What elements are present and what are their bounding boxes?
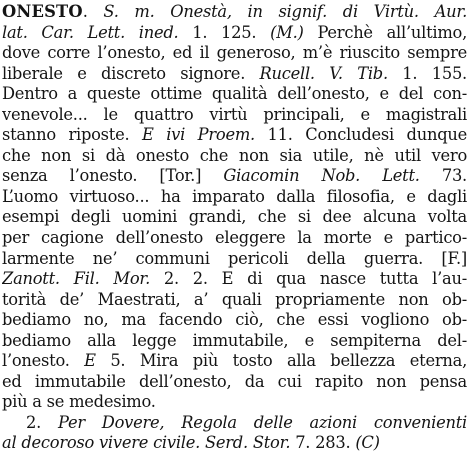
- text-line: [2, 228, 467, 249]
- text-segment: 11. Concludesi dunque: [254, 125, 467, 145]
- text-segment: per cagione dell’onesto eleggere la morte e partico-: [2, 228, 467, 248]
- text-segment: esempi degli uomini grandi, che si dee alcuna volta: [2, 207, 467, 227]
- text-segment: che non si dà onesto che non sia utile, nè util vero: [2, 145, 467, 165]
- text-segment: .: [82, 2, 104, 21]
- text-line: [2, 187, 467, 208]
- italic-text: (C): [355, 433, 380, 453]
- text-line: [2, 207, 467, 228]
- text-line: [2, 64, 467, 85]
- text-segment: bediamo no, ma facendo ciò, che essi vogliono ob-: [2, 310, 467, 330]
- text-line: [2, 23, 467, 44]
- italic-text: al decoroso vivere civile. Serd. Stor.: [2, 433, 291, 453]
- text-line: [2, 249, 467, 270]
- italic-text: S. m. Onestà, in signif. di Virtù. Aur.: [103, 2, 467, 21]
- text-segment: stanno riposte.: [2, 125, 142, 145]
- text-line: [2, 433, 467, 454]
- text-line: [2, 392, 467, 413]
- italic-text: lat. Car. Lett. ined.: [2, 22, 179, 42]
- text-segment: liberale e discreto signore.: [2, 63, 260, 83]
- italic-text: Rucell. V. Tib.: [259, 63, 388, 83]
- text-segment: 7. 283.: [290, 433, 356, 453]
- text-line: [2, 372, 467, 393]
- text-line: [2, 351, 467, 372]
- text-line: [2, 290, 467, 311]
- text-segment: 1. 125.: [178, 22, 271, 42]
- text-line: [2, 331, 467, 352]
- text-line: [2, 269, 467, 290]
- text-segment: 73.: [419, 166, 467, 186]
- text-line: [2, 310, 467, 331]
- text-segment: 5. Mira più tosto alla bellezza eterna,: [95, 351, 467, 371]
- italic-text: E ivi Proem.: [141, 125, 255, 145]
- text-segment: 2. 2. E di qua nasce tutta l’au-: [150, 269, 467, 289]
- text-segment: l’onesto.: [2, 351, 85, 371]
- italic-text: Giacomin Nob. Lett.: [223, 166, 420, 186]
- italic-text: (M.): [270, 22, 304, 42]
- text-line: [2, 125, 467, 146]
- text-segment: senza l’onesto. [Tor.]: [2, 166, 224, 186]
- italic-text: Per Dovere, Regola delle azioni convenienti: [57, 412, 467, 432]
- text-line: [2, 413, 467, 434]
- text-segment: larmente ne’ communi pericoli della guerra. [F.]: [2, 248, 467, 268]
- text-segment: 2.: [26, 412, 58, 432]
- headword: ONESTO: [2, 2, 83, 21]
- text-segment: bediamo alla legge immutabile, e sempiterna del-: [2, 330, 467, 350]
- text-segment: Dentro a queste ottime qualità dell’onesto, e del con-: [2, 84, 467, 104]
- text-segment: venevole... le quattro virtù principali, e magistrali: [2, 104, 467, 124]
- entry-text: [2, 2, 467, 454]
- italic-text: E: [84, 351, 96, 371]
- text-line: [2, 146, 467, 167]
- text-segment: torità de’ Maestrati, a’ quali propriamente non ob-: [2, 289, 467, 309]
- text-line: [2, 84, 467, 105]
- text-segment: dove corre l’onesto, ed il generoso, m’è riuscito sempre: [2, 43, 467, 63]
- text-line: [2, 105, 467, 126]
- italic-text: Zanott. Fil. Mor.: [2, 269, 151, 289]
- text-segment: L’uomo virtuoso... ha imparato dalla filosofia, e dagli: [2, 186, 467, 206]
- text-segment: Perchè all’ultimo,: [303, 22, 467, 42]
- text-line: [2, 43, 467, 64]
- text-line: [2, 166, 467, 187]
- text-segment: ed immutabile dell’onesto, da cui rapito non pensa: [2, 371, 467, 391]
- text-segment: 1. 155.: [387, 63, 467, 83]
- text-segment: più a se medesimo.: [2, 392, 156, 412]
- text-line: [2, 2, 467, 23]
